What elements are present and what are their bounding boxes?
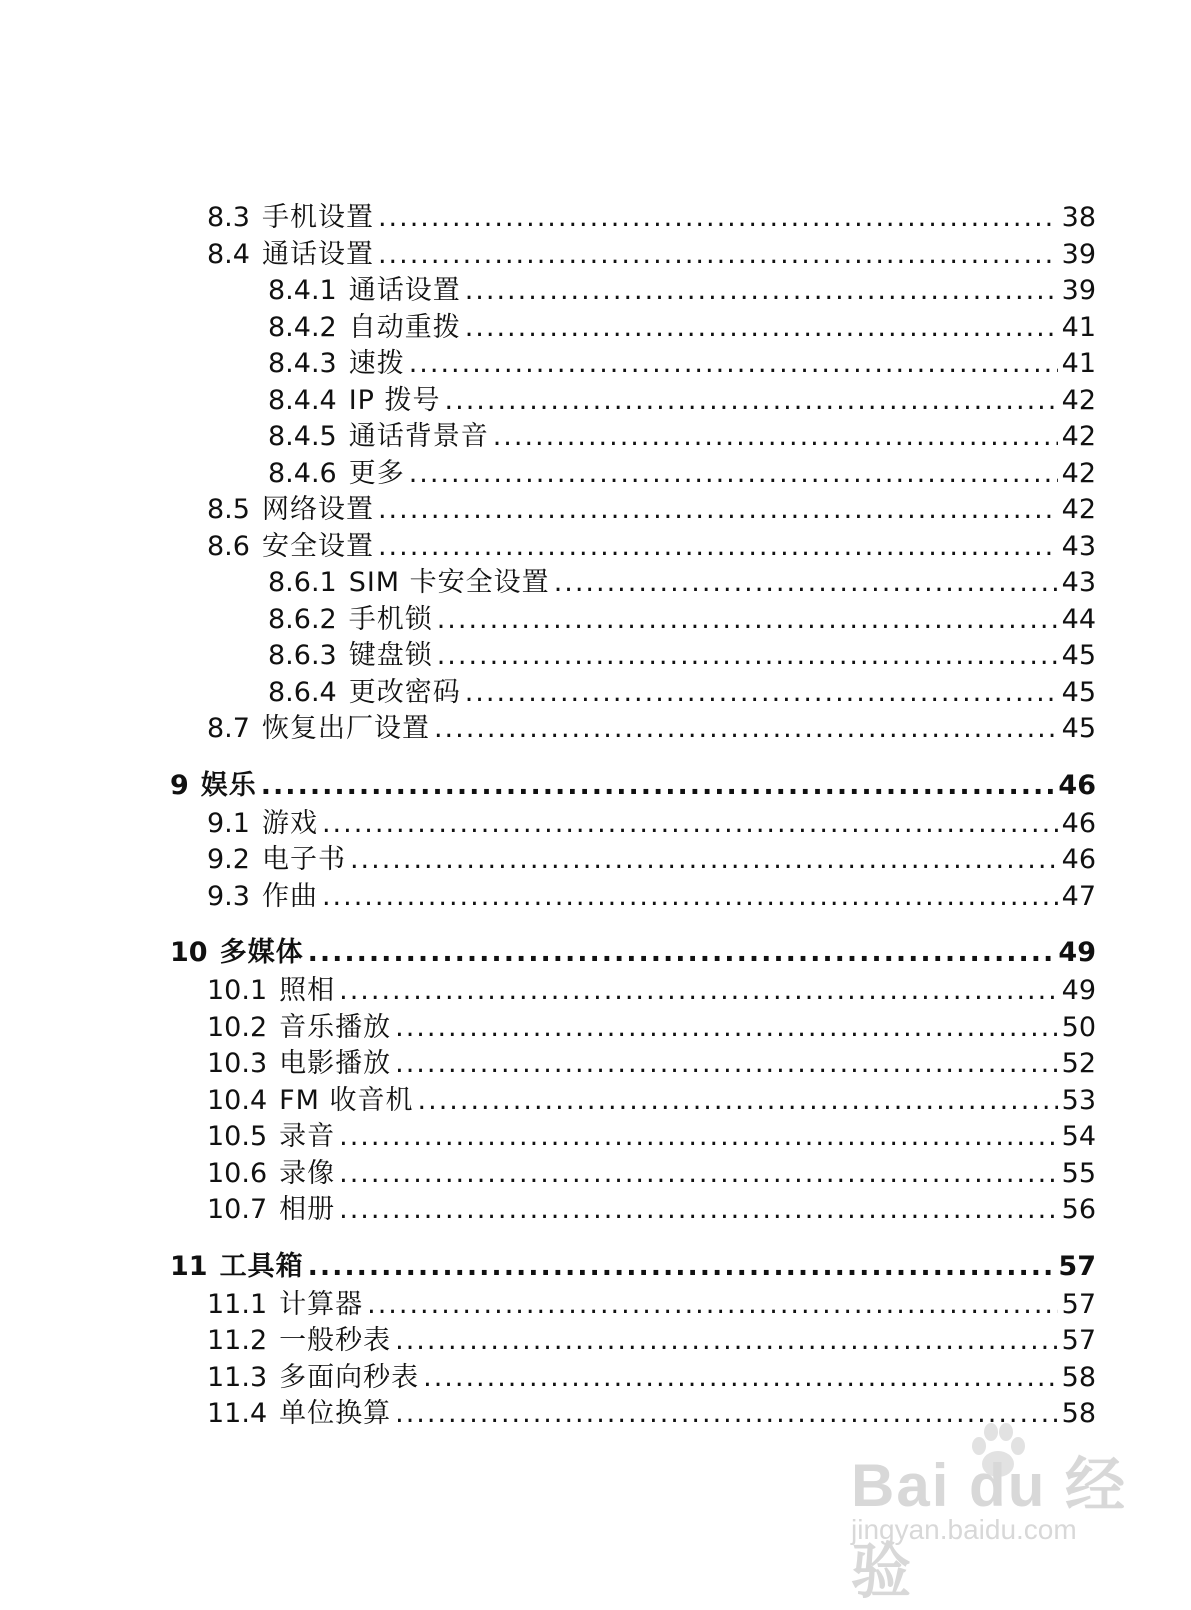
toc-entry-row <box>0 1046 1191 1083</box>
toc-page-number: 41 <box>1061 348 1096 379</box>
toc-page-number: 42 <box>1061 384 1096 416</box>
toc-section-number: 10.7 <box>207 1194 268 1225</box>
toc-page-number: 56 <box>1061 1194 1096 1225</box>
toc-section-number: 10 <box>170 937 208 968</box>
toc-section-title: 自动重拨 <box>348 311 461 343</box>
toc-section-number: 10.3 <box>207 1048 268 1079</box>
toc-dot-leader <box>465 310 1058 347</box>
toc-page-number: 45 <box>1061 640 1096 671</box>
toc-page-number: 57 <box>1061 1325 1096 1356</box>
toc-section-number: 9.2 <box>207 844 250 875</box>
toc-section-number: 10.2 <box>207 1011 268 1043</box>
toc-section-title: 电子书 <box>261 844 346 875</box>
toc-dot-leader <box>378 529 1058 566</box>
toc-page-number: 38 <box>1061 202 1096 233</box>
toc-section-number: 10.1 <box>207 975 268 1006</box>
toc-entry-row <box>0 1156 1191 1193</box>
toc-section-title: 电影播放 <box>279 1048 392 1079</box>
toc-section-title: 一般秒表 <box>279 1325 392 1356</box>
toc-section-title: 多媒体 <box>219 937 304 968</box>
toc-section-number: 8.6.2 <box>268 603 337 635</box>
toc-section-title: 更多 <box>348 457 405 489</box>
toc-entry-row <box>0 675 1191 712</box>
toc-dot-leader <box>418 1083 1058 1120</box>
toc-section-number: 11 <box>170 1250 208 1282</box>
toc-entry-row <box>0 346 1191 383</box>
toc-section-title: 计算器 <box>279 1288 364 1320</box>
toc-dot-leader <box>308 1247 1055 1287</box>
toc-dot-leader <box>409 346 1058 383</box>
toc-section-number: 8.6.1 <box>268 567 337 598</box>
toc-section-title: IP 拨号 <box>348 384 441 416</box>
toc-dot-leader <box>308 933 1055 973</box>
baidu-watermark <box>851 1418 1151 1605</box>
toc-dot-leader <box>554 565 1058 602</box>
toc-section-title: 单位换算 <box>279 1398 392 1429</box>
toc-section-title: 网络设置 <box>261 494 374 525</box>
toc-entry-row <box>0 200 1191 237</box>
toc-section-title: 通话背景音 <box>348 421 489 452</box>
toc-page-number: 43 <box>1061 530 1096 562</box>
toc-section-title: 键盘锁 <box>348 640 433 671</box>
toc-page-number: 52 <box>1061 1048 1096 1079</box>
toc-page-number: 49 <box>1061 975 1096 1006</box>
toc-entry-row <box>0 879 1191 916</box>
toc-section-number: 8.7 <box>207 713 250 744</box>
toc-page-number: 46 <box>1061 807 1096 839</box>
toc-dot-leader <box>322 806 1058 843</box>
toc-entry-row <box>0 711 1191 748</box>
toc-page-number: 42 <box>1061 457 1096 489</box>
toc-section-number: 8.5 <box>207 494 250 525</box>
toc-section-number: 8.4 <box>207 238 250 270</box>
toc-chapter-row <box>0 766 1191 806</box>
toc-section-title: 通话设置 <box>348 275 461 306</box>
toc-entry-row <box>0 237 1191 274</box>
toc-page-number: 53 <box>1061 1084 1096 1116</box>
toc-section-title: 速拨 <box>348 348 405 379</box>
toc-dot-leader <box>465 273 1058 310</box>
toc-section-number: 11.4 <box>207 1398 268 1429</box>
toc-page-number: 42 <box>1061 421 1096 452</box>
toc-dot-leader <box>339 1192 1058 1229</box>
toc-dot-leader <box>339 1156 1058 1193</box>
toc-dot-leader <box>322 879 1058 916</box>
toc-page-number: 57 <box>1061 1288 1096 1320</box>
toc-chapter-row <box>0 933 1191 973</box>
toc-entry-row <box>0 1360 1191 1397</box>
toc-entry-row <box>0 806 1191 843</box>
toc-entry-row <box>0 456 1191 493</box>
toc-section-title: 录音 <box>279 1121 336 1152</box>
toc-section-number: 9.1 <box>207 807 250 839</box>
toc-page-number: 43 <box>1061 567 1096 598</box>
toc-entry-row <box>0 1083 1191 1120</box>
toc-section-number: 8.4.2 <box>268 311 337 343</box>
toc-section-title: 通话设置 <box>261 238 374 270</box>
toc-section-number: 10.4 <box>207 1084 268 1116</box>
toc-page-number: 58 <box>1061 1398 1096 1429</box>
toc-section-title: 恢复出厂设置 <box>261 713 430 744</box>
toc-dot-leader <box>378 237 1058 274</box>
toc-page-number: 49 <box>1058 937 1096 968</box>
toc-section-number: 9 <box>170 769 189 801</box>
toc-section-title: 相册 <box>279 1194 336 1225</box>
toc-entry-row <box>0 1010 1191 1047</box>
toc-section-number: 11.1 <box>207 1288 268 1320</box>
toc-page-number: 46 <box>1061 844 1096 875</box>
toc-section-title: 音乐播放 <box>279 1011 392 1043</box>
toc-entry-row <box>0 1192 1191 1229</box>
toc-section-number: 11.2 <box>207 1325 268 1356</box>
toc-section-title: 娱乐 <box>200 769 257 801</box>
toc-chapter-row <box>0 1247 1191 1287</box>
toc-section-number: 8.6.4 <box>268 676 337 708</box>
toc-section-title: 工具箱 <box>219 1250 304 1282</box>
toc-section-number: 8.4.1 <box>268 275 337 306</box>
toc-dot-leader <box>423 1360 1058 1397</box>
toc-entry-row <box>0 565 1191 602</box>
toc-section-number: 10.5 <box>207 1121 268 1152</box>
toc-entry-row <box>0 383 1191 420</box>
toc-page-number: 46 <box>1058 769 1096 801</box>
toc-page-number: 39 <box>1061 275 1096 306</box>
toc-dot-leader <box>493 419 1058 456</box>
toc-section-title: 照相 <box>279 975 336 1006</box>
toc-dot-leader <box>445 383 1058 420</box>
toc-dot-leader <box>395 1010 1058 1047</box>
toc-entry-row <box>0 973 1191 1010</box>
toc-dot-leader <box>378 492 1058 529</box>
toc-dot-leader <box>409 456 1058 493</box>
toc-dot-leader <box>395 1323 1058 1360</box>
toc-page-number: 54 <box>1061 1121 1096 1152</box>
table-of-contents <box>0 200 1191 1433</box>
toc-dot-leader <box>339 973 1058 1010</box>
toc-entry-row <box>0 419 1191 456</box>
toc-section-number: 8.3 <box>207 202 250 233</box>
toc-section-title: 手机锁 <box>348 603 433 635</box>
toc-section-number: 10.6 <box>207 1157 268 1189</box>
toc-dot-leader <box>350 842 1058 879</box>
toc-section-title: 作曲 <box>261 880 318 912</box>
watermark-logo-text: Bai du 经验 <box>851 1452 1128 1605</box>
toc-section-number: 9.3 <box>207 880 250 912</box>
toc-dot-leader <box>339 1119 1058 1156</box>
toc-entry-row <box>0 1287 1191 1324</box>
toc-page-number: 55 <box>1061 1157 1096 1189</box>
toc-dot-leader <box>437 602 1058 639</box>
toc-page-number: 44 <box>1061 603 1096 635</box>
toc-section-title: 游戏 <box>261 807 318 839</box>
toc-page-number: 41 <box>1061 311 1096 343</box>
toc-page-number: 50 <box>1061 1011 1096 1043</box>
toc-entry-row <box>0 529 1191 566</box>
toc-dot-leader <box>465 675 1058 712</box>
toc-dot-leader <box>378 200 1058 237</box>
toc-section-title: 手机设置 <box>261 202 374 233</box>
toc-dot-leader <box>261 766 1055 806</box>
toc-dot-leader <box>395 1046 1058 1083</box>
toc-section-title: 更改密码 <box>348 676 461 708</box>
toc-section-title: 安全设置 <box>261 530 374 562</box>
toc-page-number: 42 <box>1061 494 1096 525</box>
toc-section-number: 8.4.6 <box>268 457 337 489</box>
toc-dot-leader <box>367 1287 1058 1324</box>
toc-entry-row <box>0 1323 1191 1360</box>
toc-section-number: 8.4.3 <box>268 348 337 379</box>
toc-section-title: 多面向秒表 <box>279 1361 420 1393</box>
toc-entry-row <box>0 310 1191 347</box>
toc-entry-row <box>0 1119 1191 1156</box>
toc-page-number: 45 <box>1061 713 1096 744</box>
toc-section-number: 8.4.4 <box>268 384 337 416</box>
toc-section-number: 8.6 <box>207 530 250 562</box>
toc-page-number: 47 <box>1061 880 1096 912</box>
toc-section-title: SIM 卡安全设置 <box>348 567 550 598</box>
toc-page-number: 58 <box>1061 1361 1096 1393</box>
toc-section-number: 11.3 <box>207 1361 268 1393</box>
toc-section-number: 8.6.3 <box>268 640 337 671</box>
toc-entry-row <box>0 842 1191 879</box>
toc-entry-row <box>0 638 1191 675</box>
watermark-url: jingyan.baidu.com <box>851 1514 1077 1545</box>
toc-page-number: 39 <box>1061 238 1096 270</box>
toc-section-title: FM 收音机 <box>279 1084 414 1116</box>
toc-page-number: 45 <box>1061 676 1096 708</box>
toc-dot-leader <box>434 711 1058 748</box>
toc-page-number: 57 <box>1058 1250 1096 1282</box>
toc-entry-row <box>0 602 1191 639</box>
toc-entry-row <box>0 273 1191 310</box>
toc-section-number: 8.4.5 <box>268 421 337 452</box>
toc-entry-row <box>0 492 1191 529</box>
toc-section-title: 录像 <box>279 1157 336 1189</box>
toc-dot-leader <box>437 638 1058 675</box>
